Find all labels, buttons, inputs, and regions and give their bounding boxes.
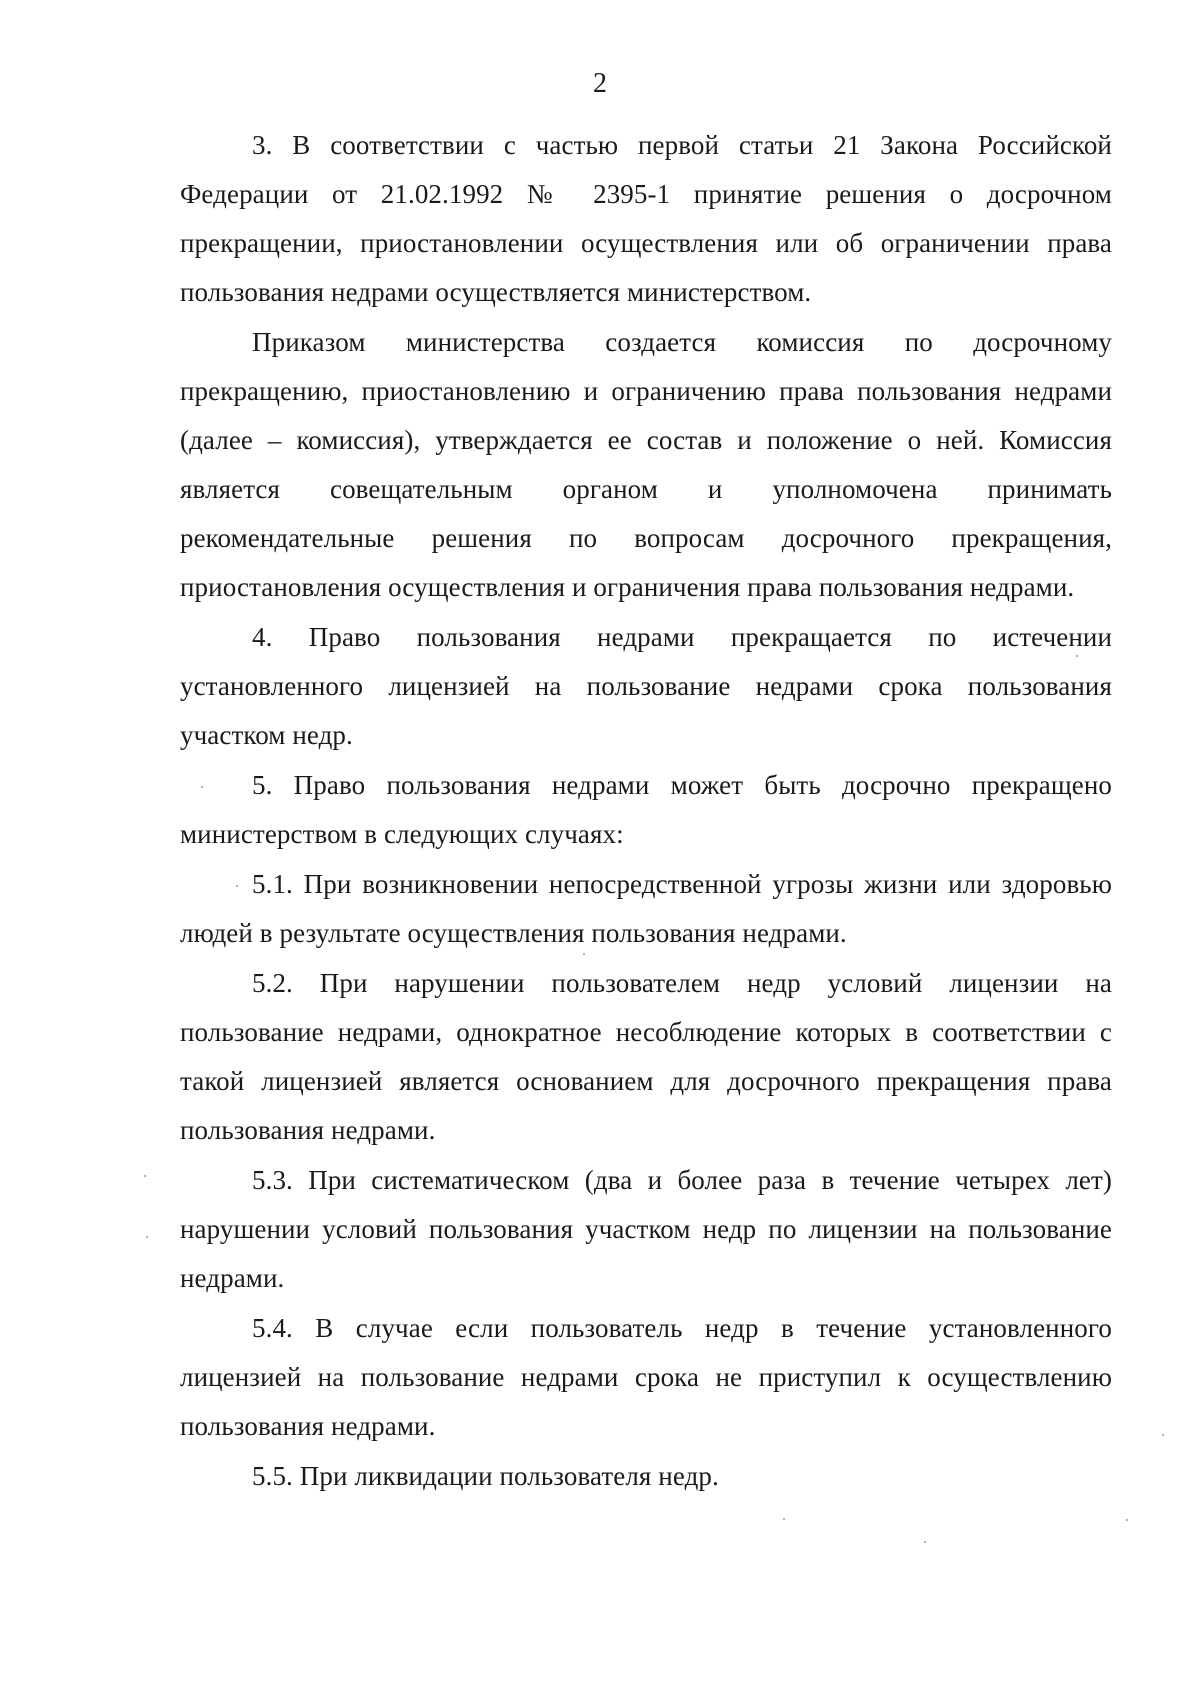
paragraph-5-3: 5.3. При систематическом (два и более раза в течение четырех лет) нарушении условий пользования участком недр по лицензии на пользование недрами. bbox=[180, 1165, 1112, 1293]
scan-speck bbox=[1162, 1434, 1164, 1436]
paragraph-5-2: 5.2. При нарушении пользователем недр условий лицензии на пользование недрами, однократное несоблюдение которых в соответствии с такой лицензией является основанием для досрочного прекращения права пользования недрами. bbox=[180, 968, 1112, 1145]
scan-speck bbox=[146, 1236, 148, 1238]
paragraph-5: 5. Право пользования недрами может быть досрочно прекращено министерством в следующих случаях: bbox=[180, 770, 1112, 849]
document-body bbox=[180, 121, 1112, 1502]
scan-speck bbox=[1076, 655, 1078, 657]
paragraph-4: 4. Право пользования недрами прекращается по истечении установленного лицензией на пользование недрами срока пользования участком недр. bbox=[180, 622, 1112, 750]
page-number: 2 bbox=[593, 68, 607, 99]
scan-speck bbox=[1126, 1519, 1128, 1521]
scan-speck bbox=[924, 1541, 926, 1543]
scan-speck bbox=[236, 885, 238, 887]
paragraph-5-4: 5.4. В случае если пользователь недр в течение установленного лицензией на пользование недрами срока не приступил к осуществлению пользования недрами. bbox=[180, 1313, 1112, 1441]
scan-speck bbox=[144, 1175, 146, 1177]
paragraph-commission: Приказом министерства создается комиссия по досрочному прекращению, приостановлению и ограничению права пользования недрами (далее – комиссия), утверждается ее состав и положение о ней. Комиссия является совещательным органом и уполномочена принимать рекомендательные решения по вопросам досрочного прекращения, приостановления осуществления и ограничения права пользования недрами. bbox=[180, 327, 1112, 602]
scan-speck bbox=[201, 786, 203, 788]
paragraph-3: 3. В соответствии с частью первой статьи 21 Закона Российской Федерации от 21.02.1992 № 2395-1 принятие решения о досрочном прекращении, приостановлении осуществления или об ограничении права пользования недрами осуществляется министерством. bbox=[180, 130, 1112, 307]
paragraph-5-1: 5.1. При возникновении непосредственной угрозы жизни или здоровью людей в результате осуществления пользования недрами. bbox=[180, 869, 1112, 948]
scan-speck bbox=[583, 953, 585, 955]
scan-speck bbox=[783, 1518, 785, 1520]
paragraph-5-5: 5.5. При ликвидации пользователя недр. bbox=[252, 1461, 719, 1491]
